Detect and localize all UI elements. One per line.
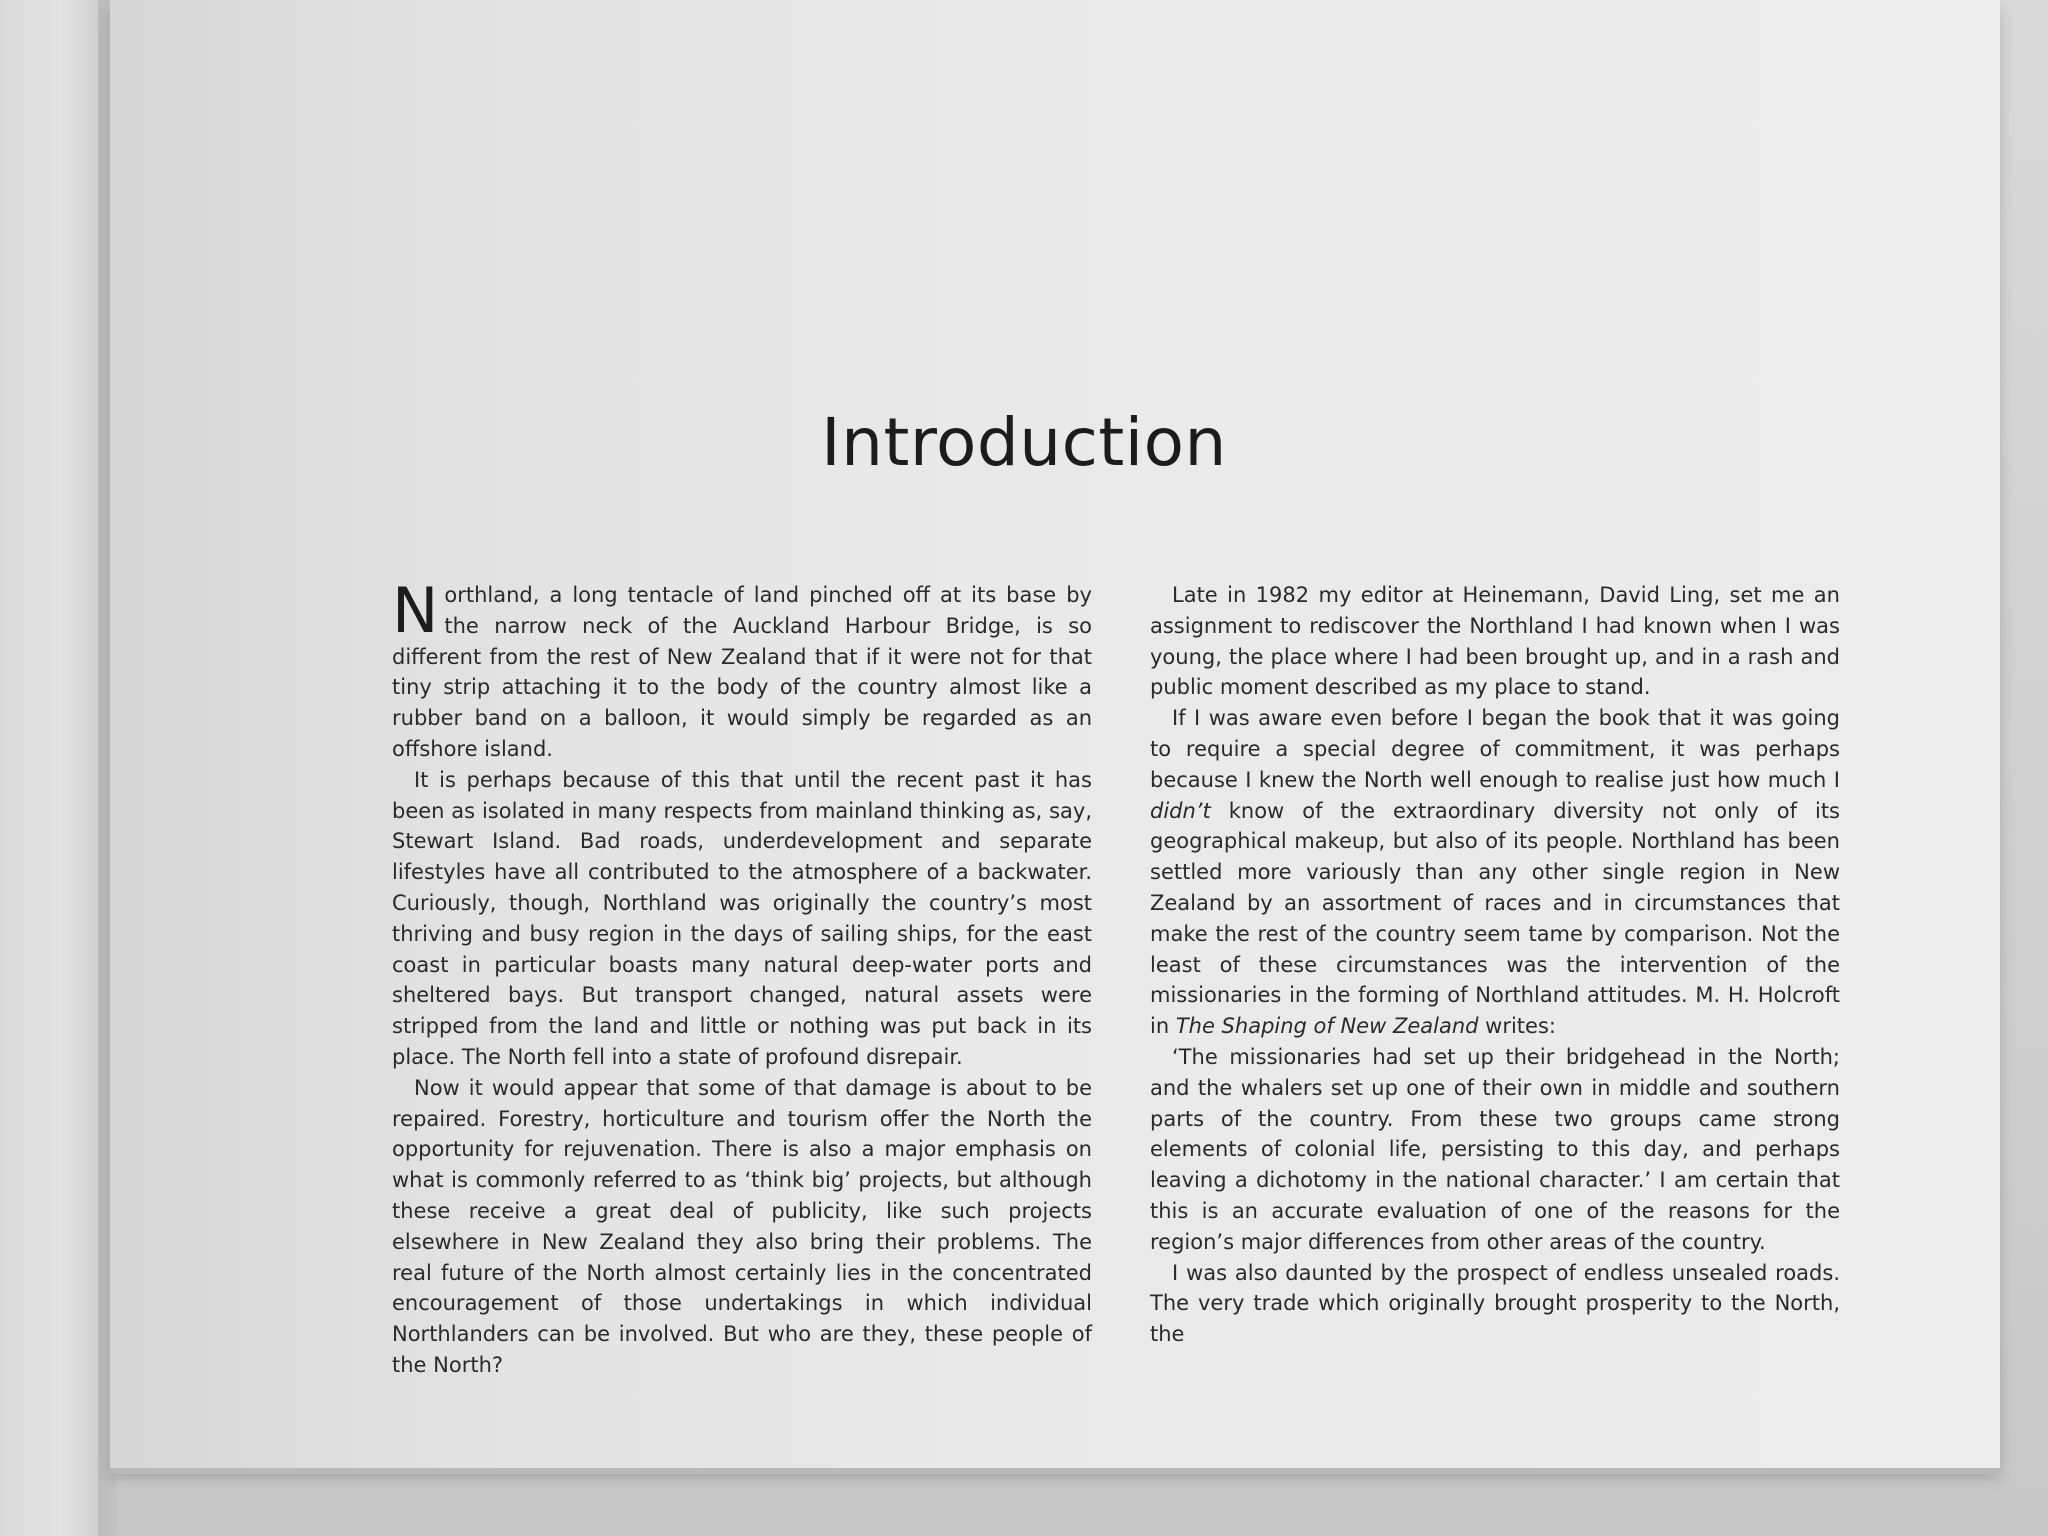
right-column <box>1150 580 1840 1350</box>
paragraph-1 <box>392 574 1092 765</box>
paragraph-6: ‘The missionaries had set up their bridgehead in the North; and the whalers set up one of their own in middle and southern parts of the country. From these two groups came strong elements of colonial life, persisting to this day, and perhaps leaving a dichotomy in the national character.’ I am certain that this is an accurate evaluation of one of the reasons for the region’s major differences from other areas of the country. <box>1150 1044 1840 1254</box>
paragraph-5-part-b: know of the extraordinary diversity not only of its geographical makeup, but also of its people. Northland has been settled more variously than any other single region in New Zealand by an assortment of races and in circumstances that make the rest of the country seem tame by comparison. Not the least of these circumstances was the intervention of the missionaries in the forming of Northland attitudes. M. H. Holcroft in <box>1150 798 1840 1039</box>
paragraph-2: It is perhaps because of this that until the recent past it has been as isolated in many respects from mainland thinking as, say, Stewart Island. Bad roads, underdevelopment and separate lifestyles have all contributed to the atmosphere of a backwater. Curiously, though, Northland was originally the country’s most thriving and busy region in the days of sailing ships, for the east coast in particular boasts many natural deep-water ports and sheltered bays. But transport changed, natural assets were stripped from the land and little or nothing was put back in its place. The North fell into a state of profound disrepair. <box>392 767 1092 1069</box>
paragraph-5-part-a: If I was aware even before I began the book that it was going to require a special degree of commitment, it was perhaps because I knew the North well enough to realise just how much I <box>1150 706 1840 792</box>
drop-cap: N <box>392 574 439 647</box>
book-title: The Shaping of New Zealand <box>1175 1014 1479 1039</box>
paragraph-5-emphasis: didn’t <box>1150 798 1211 823</box>
paragraph-4: Late in 1982 my editor at Heinemann, David Ling, set me an assignment to rediscover the Northland I had known when I was young, the place where I had been brought up, and in a rash and public moment described as my place to stand. <box>1150 583 1840 700</box>
paragraph-7: I was also daunted by the prospect of endless unsealed roads. The very trade which originally brought prosperity to the North, the <box>1150 1260 1840 1347</box>
left-page <box>0 0 112 1536</box>
paragraph-3: Now it would appear that some of that damage is about to be repaired. Forestry, horticulture and tourism offer the North the opportunity for rejuvenation. There is also a major emphasis on what is commonly referred to as ‘think big’ projects, but although these receive a great deal of publicity, like such projects elsewhere in New Zealand they also bring their problems. The real future of the North almost certainly lies in the concentrated encouragement of those undertakings in which individual Northlanders can be involved. But who are they, these people of the North? <box>392 1075 1092 1377</box>
paragraph-5-part-c: writes: <box>1478 1014 1556 1039</box>
paragraph-1-text: orthland, a long tentacle of land pinched off at its base by the narrow neck of the Auckland Harbour Bridge, is so different from the rest of New Zealand that if it were not for that tiny strip attaching it to the body of the country almost like a rubber band on a balloon, it would simply be regarded as an offshore island. <box>392 583 1092 761</box>
left-column <box>392 574 1092 1381</box>
page-title: Introduction <box>821 404 1227 482</box>
paragraph-5 <box>1150 703 1840 1042</box>
